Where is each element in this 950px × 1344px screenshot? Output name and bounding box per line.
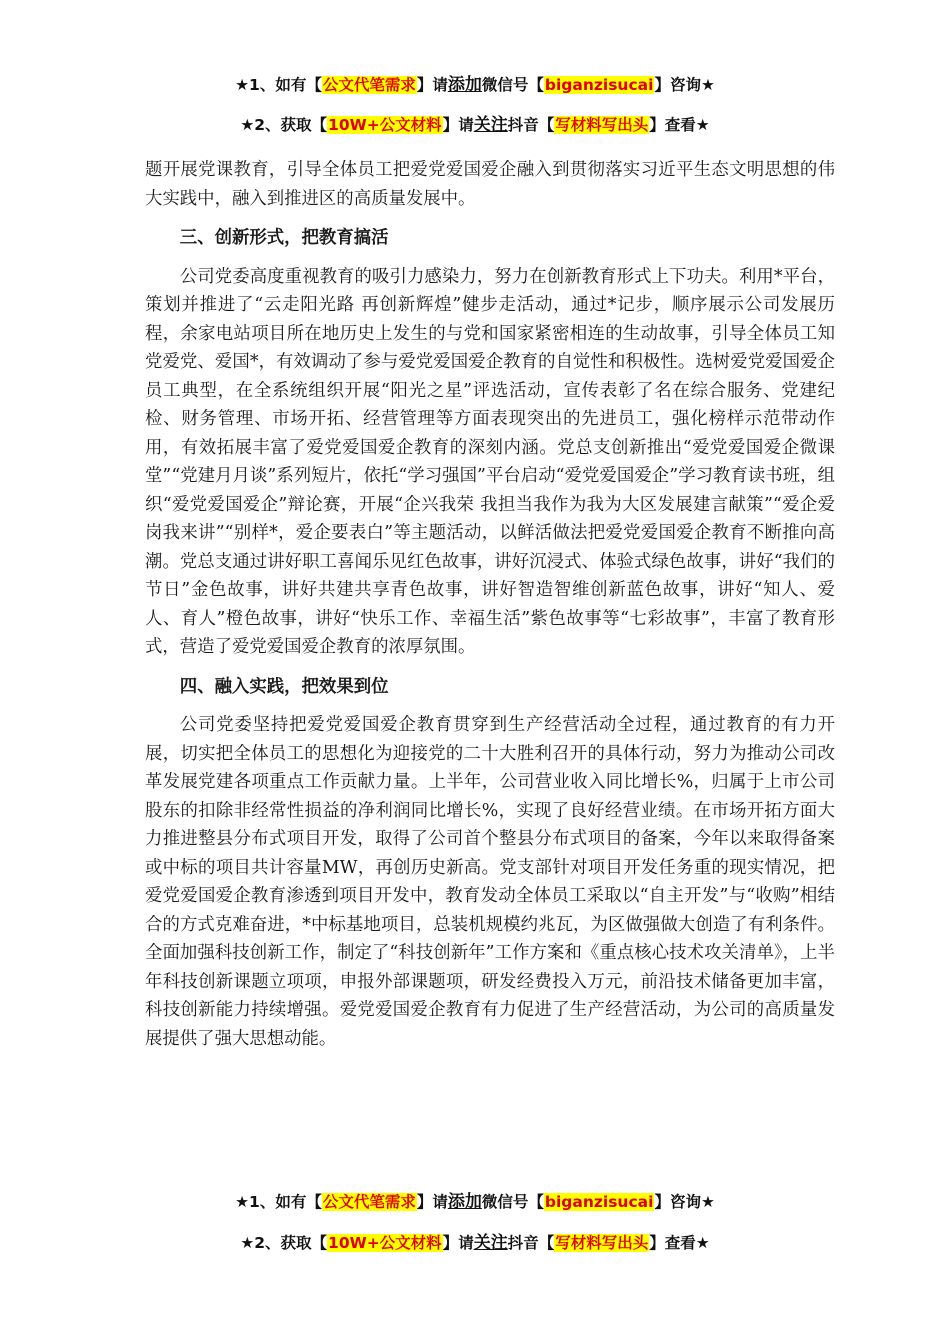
highlight-service: 公文代笔需求	[322, 1193, 416, 1211]
highlight-materials: 10W+公文材料	[328, 1234, 442, 1252]
document-body	[145, 156, 835, 1053]
banner-text: ★2、获取【	[240, 116, 328, 134]
banner-text: ★1、如有【	[235, 76, 322, 94]
underlined-add: 添加	[447, 1192, 482, 1212]
paragraph-section-3: 公司党委高度重视教育的吸引力感染力，努力在创新教育形式上下功夫。利用*平台，策划并推进了“云走阳光路 再创新辉煌”健步走活动，通过*记步，顺序展示公司发展历程，余家电站项目所在地历史上发生的与党和国家紧密相连的生动故事，引导全体员工知党爱党、爱国*，有效调动了参与爱党爱国爱企教育的自觉性和积极性。选树爱党爱国爱企员工典型，在全系统组织开展“阳光之星”评选活动，宣传表彰了名在综合服务、党建纪检、财务管理、市场开拓、经营管理等方面表现突出的先进员工，强化榜样示范带动作用，有效拓展丰富了爱党爱国爱企教育的深刻内涵。党总支创新推出“爱党爱国爱企微课堂”“党建月月谈”系列短片，依托“学习强国”平台启动“爱党爱国爱企”学习教育读书班，组织“爱党爱国爱企”辩论赛，开展“企兴我荣 我担当我作为我为大区发展建言献策”“爱企爱岗我来讲”“别样*，爱企要表白”等主题活动，以鲜活做法把爱党爱国爱企教育不断推向高潮。党总支通过讲好职工喜闻乐见红色故事，讲好沉浸式、体验式绿色故事，讲好“我们的节日”金色故事，讲好共建共享青色故事，讲好智造智维创新蓝色故事，讲好“知人、爱人、育人”橙色故事，讲好“快乐工作、幸福生活”紫色故事等“七彩故事”，丰富了教育形式，营造了爱党爱国爱企教育的浓厚氛围。	[145, 266, 835, 657]
banner-text: 微信号【	[481, 1193, 544, 1211]
banner-text: 】请	[416, 76, 448, 94]
banner-text: 】请	[442, 116, 474, 134]
banner-text: 】咨询★	[654, 1193, 715, 1211]
highlight-wechat-id: biganzisucai	[544, 76, 654, 94]
banner-text: 】查看★	[649, 116, 710, 134]
banner-text: 】查看★	[649, 1234, 710, 1252]
underlined-add: 添加	[447, 75, 482, 95]
highlight-service: 公文代笔需求	[322, 76, 416, 94]
banner-text: ★1、如有【	[235, 1193, 322, 1211]
paragraph-continued: 题开展党课教育，引导全体员工把爱党爱国爱企融入到贯彻落实习近平生态文明思想的伟大实践中，融入到推进区的高质量发展中。	[145, 160, 835, 209]
highlight-wechat-id: biganzisucai	[544, 1193, 654, 1211]
banner-text: ★2、获取【	[240, 1234, 328, 1252]
banner-text: 抖音【	[507, 116, 555, 134]
banner-text: 】请	[442, 1234, 474, 1252]
banner-text: 】请	[416, 1193, 448, 1211]
paragraph-section-4: 公司党委坚持把爱党爱国爱企教育贯穿到生产经营活动全过程，通过教育的有力开展，切实把全体员工的思想化为迎接党的二十大胜利召开的具体行动，努力为推动公司改革发展党建各项重点工作贡献力量。上半年，公司营业收入同比增长%，归属于上市公司股东的扣除非经常性损益的净利润同比增长%，实现了良好经营业绩。在市场开拓方面大力推进整县分布式项目开发，取得了公司首个整县分布式项目的备案，今年以来取得备案或中标的项目共计容量MW，再创历史新高。党支部针对项目开发任务重的现实情况，把爱党爱国爱企教育渗透到项目开发中，教育发动全体员工采取以“自主开发”与“收购”相结合的方式克难奋进，*中标基地项目，总装机规模约兆瓦，为区做强做大创造了有利条件。全面加强科技创新工作，制定了“科技创新年”工作方案和《重点核心技术攻关清单》，上半年科技创新课题立项项，申报外部课题项，研发经费投入万元，前沿技术储备更加丰富，科技创新能力持续增强。爱党爱国爱企教育有力促进了生产经营活动，为公司的高质量发展提供了强大思想动能。	[145, 715, 835, 1049]
section-heading-3: 三、创新形式，把教育搞活	[179, 228, 389, 248]
banner-text: 微信号【	[481, 76, 544, 94]
bottom-banner-line-2	[0, 1228, 950, 1253]
highlight-douyin-account: 写材料写出头	[555, 116, 649, 134]
highlight-materials: 10W+公文材料	[328, 116, 442, 134]
top-banner-line-2	[0, 110, 950, 135]
underlined-follow: 关注	[473, 1233, 508, 1253]
underlined-follow: 关注	[473, 115, 508, 135]
top-banner-line-1	[0, 70, 950, 95]
banner-text: 抖音【	[507, 1234, 555, 1252]
highlight-douyin-account: 写材料写出头	[555, 1234, 649, 1252]
banner-text: 】咨询★	[654, 76, 715, 94]
section-heading-4: 四、融入实践，把效果到位	[179, 676, 389, 697]
bottom-banner-line-1	[0, 1187, 950, 1212]
